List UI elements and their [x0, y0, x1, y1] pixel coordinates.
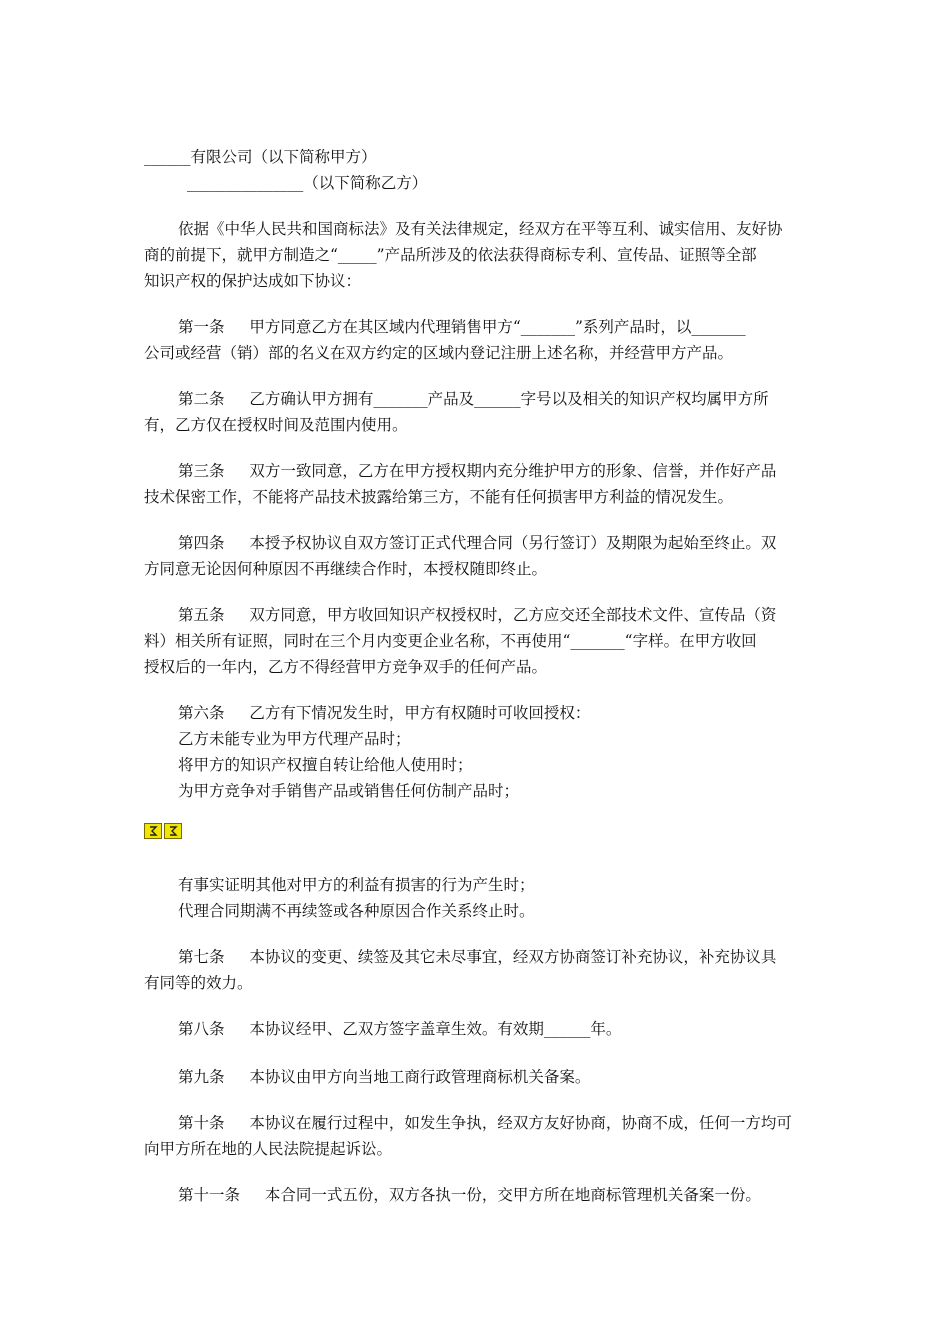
article-label: 第十条	[178, 1114, 225, 1132]
article-1-line	[178, 316, 746, 338]
article-text: 双方一致同意，乙方在甲方授权期内充分维护甲方的形象、信誉，并作好产品	[249, 462, 777, 480]
article-text: 本授予权协议自双方签订正式代理合同（另行签订）及期限为起始至终止。双	[249, 534, 777, 552]
article-10-line	[178, 1112, 792, 1134]
list-item: 将甲方的知识产权擅自转让给他人使用时；	[178, 756, 473, 774]
article-text: 本协议经甲、乙双方签字盖章生效。有效期______年。	[249, 1020, 622, 1038]
article-label: 第一条	[178, 318, 225, 336]
preamble-line: 依据《中华人民共和国商标法》及有关法律规定，经双方在平等互利、诚实信用、友好协	[178, 220, 783, 238]
article-4-line	[178, 532, 776, 554]
list-item: 乙方未能专业为甲方代理产品时；	[178, 730, 411, 748]
article-label: 第三条	[178, 462, 225, 480]
article-text: 本合同一式五份，双方各执一份，交甲方所在地商标管理机关备案一份。	[264, 1186, 761, 1204]
article-2-line	[178, 388, 769, 410]
article-label: 第十一条	[178, 1186, 241, 1204]
article-3-line: 技术保密工作，不能将产品技术披露给第三方，不能有任何损害甲方利益的情况发生。	[144, 488, 734, 506]
article-6-line	[178, 702, 590, 724]
article-2-line: 有，乙方仅在授权时间及范围内使用。	[144, 416, 408, 434]
article-label: 第九条	[178, 1068, 225, 1086]
preamble-line: 知识产权的保护达成如下协议：	[144, 272, 362, 290]
article-text: 乙方确认甲方拥有_______产品及______字号以及相关的知识产权均属甲方所	[249, 390, 769, 408]
article-10-line: 向甲方所在地的人民法院提起诉讼。	[144, 1140, 393, 1158]
article-label: 第八条	[178, 1020, 225, 1038]
article-7-line: 有同等的效力。	[144, 974, 253, 992]
article-text: 双方同意，甲方收回知识产权授权时，乙方应交还全部技术文件、宣传品（资	[249, 606, 777, 624]
embedded-object-icon[interactable]	[164, 823, 182, 839]
article-text: 本协议在履行过程中，如发生争执，经双方友好协商，协商不成，任何一方均可	[249, 1114, 792, 1132]
article-label: 第二条	[178, 390, 225, 408]
article-text: 甲方同意乙方在其区域内代理销售甲方“_______”系列产品时，以_______	[249, 318, 746, 336]
party-a-line: ______有限公司（以下简称甲方）	[144, 148, 377, 166]
article-4-line: 方同意无论因何种原因不再继续合作时，本授权随即终止。	[144, 560, 548, 578]
list-item: 代理合同期满不再续签或各种原因合作关系终止时。	[178, 902, 535, 920]
article-3-line	[178, 460, 776, 482]
article-label: 第六条	[178, 704, 225, 722]
article-text: 乙方有下情况发生时，甲方有权随时可收回授权：	[249, 704, 591, 722]
preamble-line: 商的前提下，就甲方制造之“_____”产品所涉及的依法获得商标专利、宣传品、证照等全部	[144, 246, 757, 264]
article-11-line	[178, 1184, 761, 1206]
article-text: 本协议的变更、续签及其它未尽事宜，经双方协商签订补充协议，补充协议具	[249, 948, 777, 966]
article-text: 本协议由甲方向当地工商行政管理商标机关备案。	[249, 1068, 591, 1086]
article-9-line	[178, 1066, 590, 1088]
article-5-line: 料）相关所有证照，同时在三个月内变更企业名称，不再使用“_______“字样。在甲方收回	[144, 632, 757, 650]
article-5-line: 授权后的一年内，乙方不得经营甲方竞争双手的任何产品。	[144, 658, 548, 676]
article-label: 第七条	[178, 948, 225, 966]
list-item: 有事实证明其他对甲方的利益有损害的行为产生时；	[178, 876, 535, 894]
embedded-object-icon[interactable]	[144, 823, 162, 839]
party-b-line: _______________（以下简称乙方）	[187, 174, 428, 192]
article-label: 第四条	[178, 534, 225, 552]
list-item: 为甲方竞争对手销售产品或销售任何仿制产品时；	[178, 782, 520, 800]
article-label: 第五条	[178, 606, 225, 624]
embedded-objects	[144, 823, 182, 839]
article-8-line	[178, 1018, 621, 1040]
article-7-line	[178, 946, 776, 968]
article-1-line: 公司或经营（销）部的名义在双方约定的区域内登记注册上述名称，并经营甲方产品。	[144, 344, 734, 362]
article-5-line	[178, 604, 776, 626]
